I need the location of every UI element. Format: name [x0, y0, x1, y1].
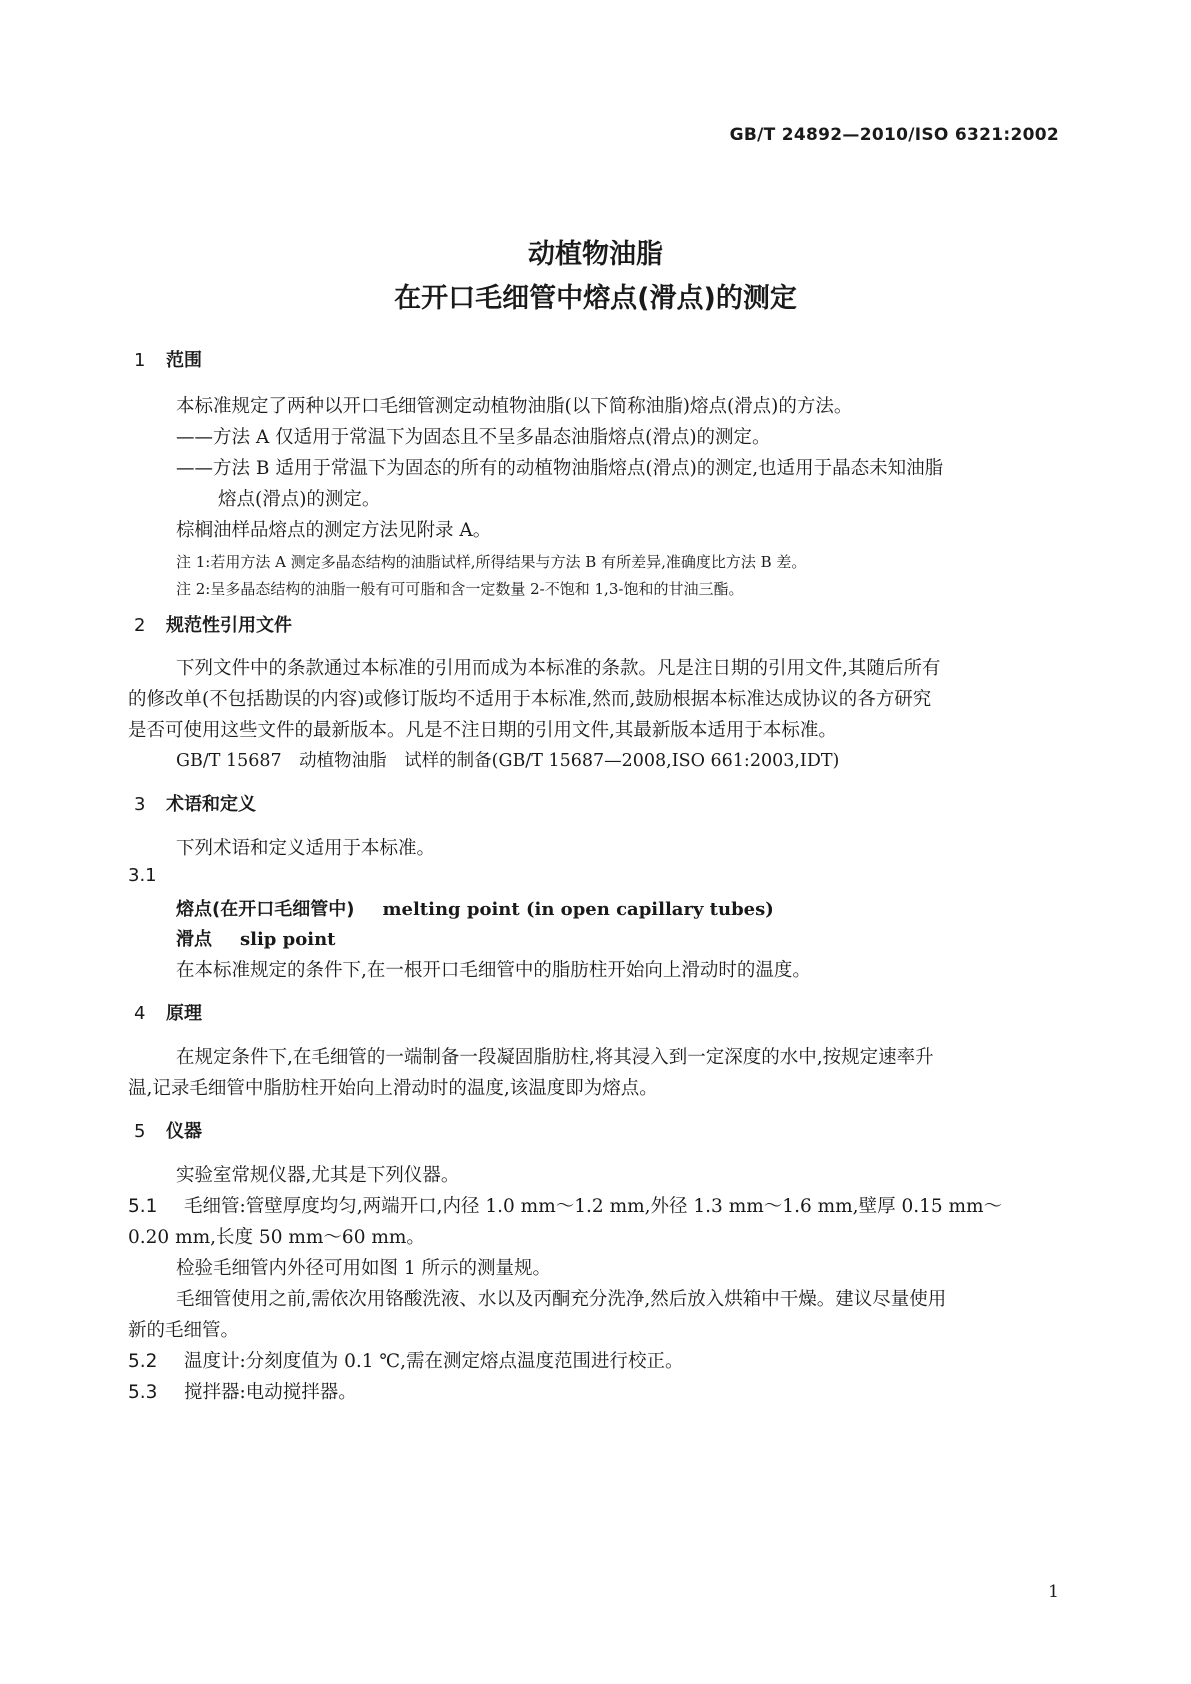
paragraph: 本标准规定了两种以开口毛细管测定动植物油脂(以下简称油脂)熔点(滑点)的方法。 — [176, 396, 853, 417]
paragraph-cont: 温,记录毛细管中脂肪柱开始向上滑动时的温度,该温度即为熔点。 — [128, 1078, 658, 1099]
item-number: 5.1 — [128, 1196, 158, 1217]
term-definition: 在本标准规定的条件下,在一根开口毛细管中的脂肪柱开始向上滑动时的温度。 — [176, 960, 811, 981]
section-2-heading — [134, 611, 292, 637]
section-5-heading — [134, 1117, 202, 1143]
item-text: 毛细管:管壁厚度均匀,两端开口,内径 1.0 mm～1.2 mm,外径 1.3 mm～1.6 mm,壁厚 0.15 mm～ — [184, 1196, 1003, 1217]
page-number: 1 — [1048, 1582, 1059, 1602]
section-title: 术语和定义 — [166, 794, 256, 815]
note-2: 注 2:呈多晶态结构的油脂一般有可可脂和含一定数量 2-不饱和 1,3-饱和的甘油三酯。 — [176, 580, 744, 598]
section-number: 4 — [134, 1003, 146, 1024]
section-title: 范围 — [166, 350, 202, 371]
paragraph: 检验毛细管内外径可用如图 1 所示的测量规。 — [176, 1258, 552, 1279]
list-item-method-b: ——方法 B 适用于常温下为固态的所有的动植物油脂熔点(滑点)的测定,也适用于晶态未知油脂 — [176, 458, 944, 479]
paragraph: 在规定条件下,在毛细管的一端制备一段凝固脂肪柱,将其浸入到一定深度的水中,按规定速率升 — [176, 1047, 934, 1068]
item-5-1 — [128, 1192, 1002, 1218]
item-text: 温度计:分刻度值为 0.1 ℃,需在测定熔点温度范围进行校正。 — [184, 1351, 684, 1372]
section-number: 3 — [134, 794, 146, 815]
paragraph-cont: 的修改单(不包括勘误的内容)或修订版均不适用于本标准,然而,鼓励根据本标准达成协议的各方研究 — [128, 689, 932, 710]
list-item-method-a: ——方法 A 仅适用于常温下为固态且不呈多晶态油脂熔点(滑点)的测定。 — [176, 427, 771, 448]
paragraph: 下列术语和定义适用于本标准。 — [176, 838, 436, 859]
document-title-line1: 动植物油脂 — [528, 239, 663, 270]
paragraph: 棕榈油样品熔点的测定方法见附录 A。 — [176, 520, 492, 541]
list-item-method-b-cont: 熔点(滑点)的测定。 — [218, 489, 381, 510]
term-en: melting point (in open capillary tubes) — [382, 899, 774, 920]
term-slip-point — [176, 925, 336, 951]
paragraph: 下列文件中的条款通过本标准的引用而成为本标准的条款。凡是注日期的引用文件,其随后所有 — [176, 658, 941, 679]
item-5-2 — [128, 1347, 684, 1373]
paragraph-cont: 是否可使用这些文件的最新版本。凡是不注日期的引用文件,其最新版本适用于本标准。 — [128, 720, 837, 741]
item-number: 5.3 — [128, 1382, 158, 1403]
item-5-3 — [128, 1378, 357, 1404]
document-title-line2: 在开口毛细管中熔点(滑点)的测定 — [394, 283, 797, 314]
subsection-number: 3.1 — [128, 865, 157, 886]
note-1: 注 1:若用方法 A 测定多晶态结构的油脂试样,所得结果与方法 B 有所差异,准确度比方法 B 差。 — [176, 553, 807, 571]
section-title: 原理 — [166, 1003, 202, 1024]
section-4-heading — [134, 999, 202, 1025]
item-text: 搅拌器:电动搅拌器。 — [184, 1382, 357, 1403]
paragraph: 毛细管使用之前,需依次用铬酸洗液、水以及丙酮充分洗净,然后放入烘箱中干燥。建议尽量使用 — [176, 1289, 947, 1310]
paragraph-cont: 新的毛细管。 — [128, 1320, 240, 1341]
section-number: 2 — [134, 615, 146, 636]
section-title: 规范性引用文件 — [166, 615, 292, 636]
term-zh: 滑点 — [176, 929, 212, 950]
item-text-cont: 0.20 mm,长度 50 mm～60 mm。 — [128, 1227, 425, 1248]
section-3-heading — [134, 790, 256, 816]
term-en: slip point — [240, 929, 336, 950]
term-melting-point — [176, 895, 774, 921]
section-title: 仪器 — [166, 1121, 202, 1142]
section-number: 1 — [134, 350, 146, 371]
term-zh: 熔点(在开口毛细管中) — [176, 899, 355, 920]
item-number: 5.2 — [128, 1351, 158, 1372]
section-number: 5 — [134, 1121, 146, 1142]
normative-reference: GB/T 15687 动植物油脂 试样的制备(GB/T 15687—2008,ISO 661:2003,IDT) — [176, 751, 840, 771]
section-1-heading — [134, 346, 202, 372]
paragraph: 实验室常规仪器,尤其是下列仪器。 — [176, 1165, 460, 1186]
standard-code: GB/T 24892—2010/ISO 6321:2002 — [729, 125, 1059, 145]
